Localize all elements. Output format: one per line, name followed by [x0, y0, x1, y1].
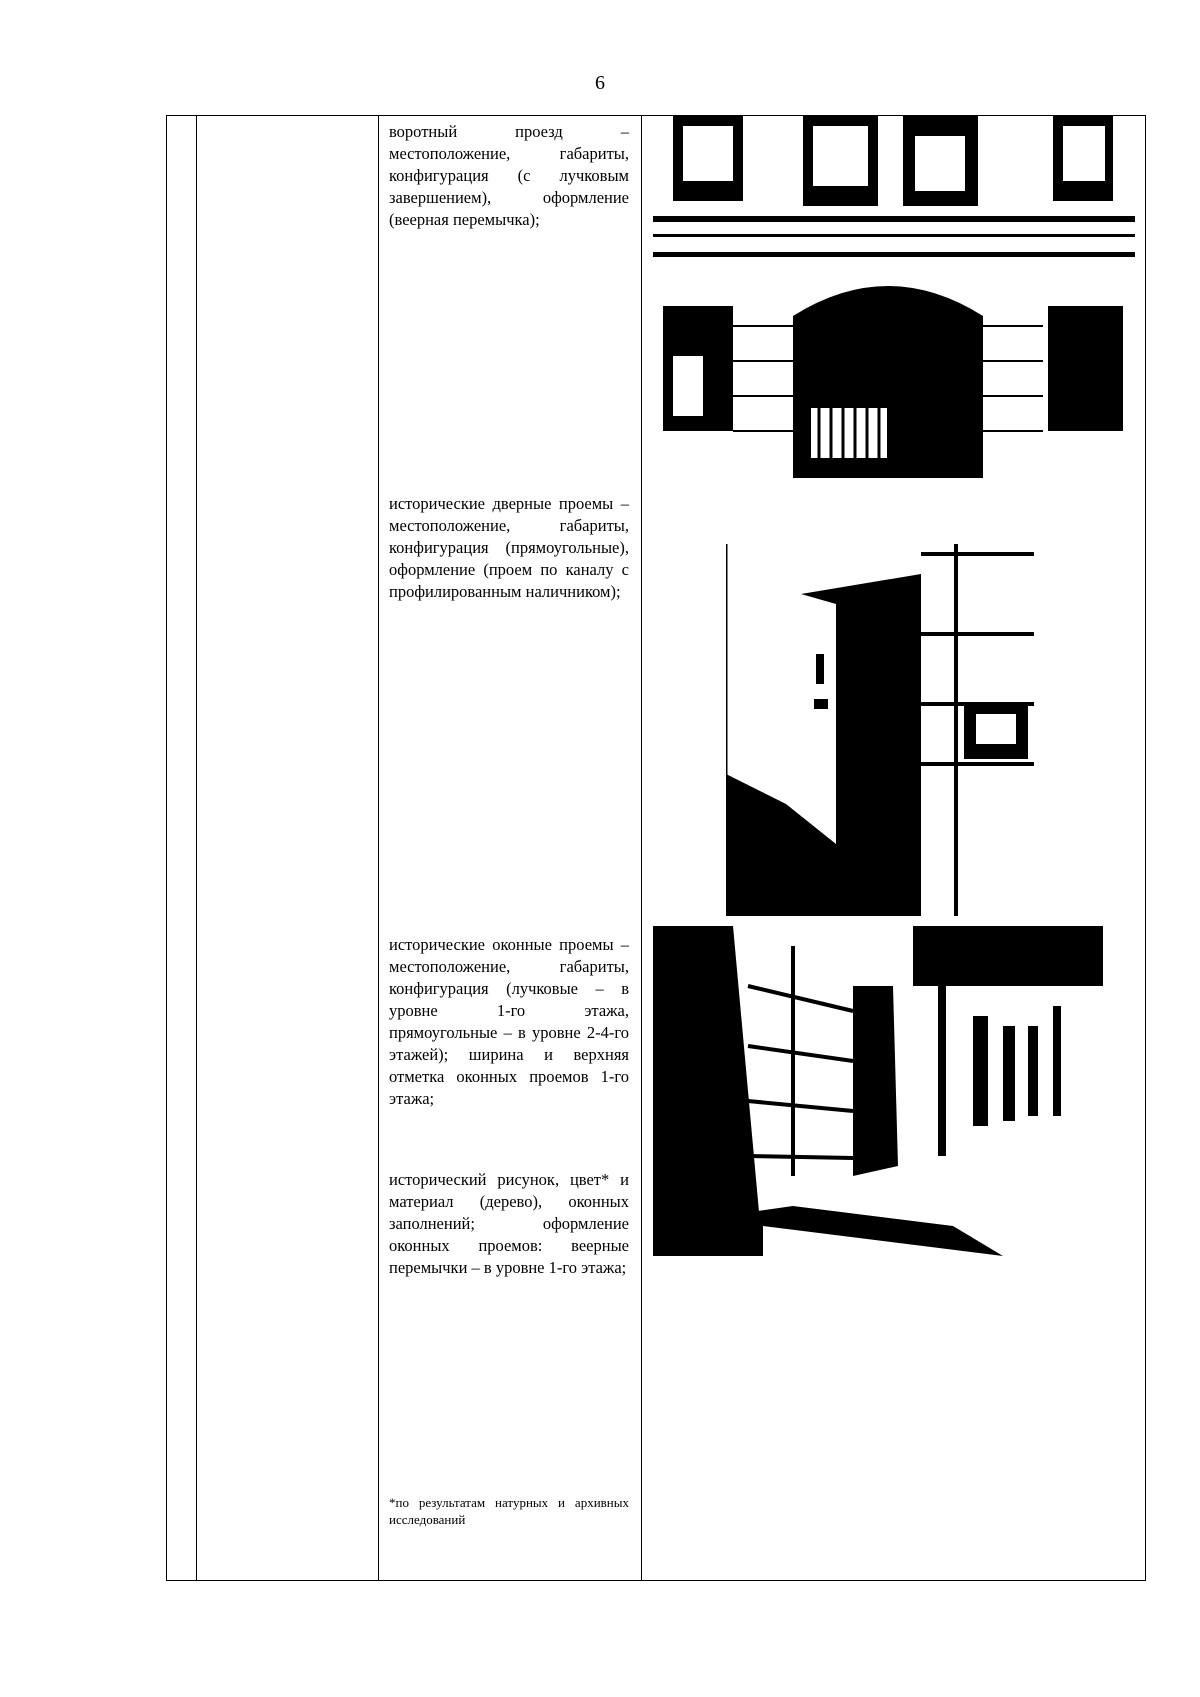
description-gateway: воротный проезд – местоположение, габариты, конфигурация (с лучковым завершением), оформление (веерная перемычка); — [389, 122, 629, 229]
description-window-fillings: исторический рисунок, цвет* и материал (дерево), оконных заполнений; оформление оконных проемов: веерные перемычки – в уровне 1-го этажа; — [389, 1170, 629, 1277]
photo-doorway — [726, 504, 1034, 916]
document-table — [166, 115, 1146, 1581]
column-divider-2 — [378, 116, 379, 1580]
page-number: 6 — [595, 72, 605, 94]
description-doorways: исторические дверные проемы – местоположение, габариты, конфигурация (прямоугольные), оформление (проем по каналу с профилированным наличником); — [389, 494, 629, 601]
photo-street-windows — [653, 926, 1103, 1256]
footnote: *по результатам натурных и архивных исследований — [389, 1495, 629, 1527]
column-divider-1 — [196, 116, 197, 1580]
column-divider-3 — [641, 116, 642, 1580]
photo-gateway-facade — [653, 116, 1135, 478]
description-windows: исторические оконные проемы – местоположение, габариты, конфигурация (лучковые – в уровне 1-го этажа, прямоугольные – в уровне 2-4-го этажей); ширина и верхняя отметка оконных проемов 1-го этажа; — [389, 935, 629, 1108]
